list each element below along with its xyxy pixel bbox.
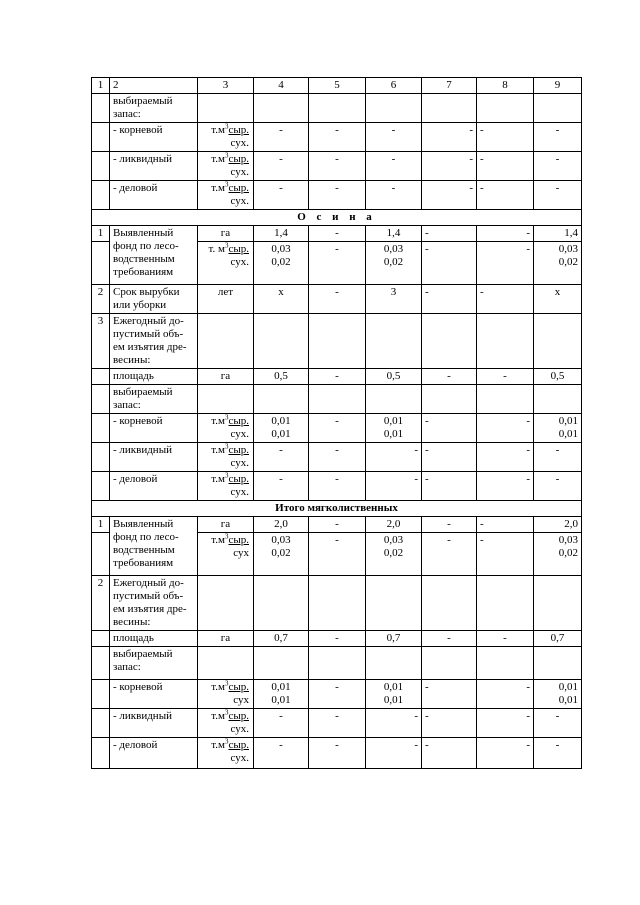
table-cell: 1,4 (366, 226, 422, 242)
table-cell (477, 647, 534, 680)
table-cell: - (422, 443, 477, 472)
table-cell: 1 (92, 226, 110, 242)
table-row (92, 285, 582, 314)
table-cell (92, 680, 110, 709)
table-cell: 2,0 (534, 517, 582, 533)
table-cell: 1,4 (534, 226, 582, 242)
table-cell: - (422, 123, 477, 152)
table-cell: 0,01 0,01 (366, 414, 422, 443)
table-cell: 0,7 (366, 631, 422, 647)
table-cell: - (477, 123, 534, 152)
table-cell: 0,01 0,01 (534, 680, 582, 709)
table-cell: - (534, 443, 582, 472)
row-label: - деловой (110, 181, 198, 210)
table-cell (254, 576, 309, 631)
table-cell: - (309, 443, 366, 472)
header-cell: 7 (422, 78, 477, 94)
table-cell: 0,03 0,02 (254, 242, 309, 285)
table-cell: - (254, 181, 309, 210)
table-cell (309, 385, 366, 414)
unit-cell: $т.м^3сыр$. сух. (198, 414, 254, 443)
table-cell: 0,03 0,02 (366, 242, 422, 285)
table-cell (422, 94, 477, 123)
table-cell: 0,5 (534, 369, 582, 385)
table-cell: - (534, 181, 582, 210)
unit-cell: $т.м^3сыр$. сух. (198, 738, 254, 769)
header-cell: 3 (198, 78, 254, 94)
unit-cell: $т.м^3сыр$. сух. (198, 181, 254, 210)
row-label: выбираемый запас: (110, 385, 198, 414)
table-cell (254, 647, 309, 680)
table-cell: 2 (92, 576, 110, 631)
row-label: Ежегодный до-пустимый объ-ем изъятия дре-весины: (110, 314, 198, 369)
table-cell: - (422, 369, 477, 385)
table-cell: - (477, 226, 534, 242)
table-cell: - (309, 738, 366, 769)
table-cell: - (254, 152, 309, 181)
table-cell: - (309, 680, 366, 709)
table-cell (198, 647, 254, 680)
table-cell: 0,01 0,01 (254, 414, 309, 443)
table-cell: - (477, 680, 534, 709)
table-cell: - (309, 152, 366, 181)
table-cell: - (422, 226, 477, 242)
table-row (92, 181, 582, 210)
table-cell: 0,01 0,01 (254, 680, 309, 709)
table-row (92, 152, 582, 181)
table-cell (198, 385, 254, 414)
table-cell: - (309, 123, 366, 152)
header-cell: 5 (309, 78, 366, 94)
table-cell: - (477, 533, 534, 576)
table-cell (366, 314, 422, 369)
table-cell: - (534, 738, 582, 769)
table-cell (92, 414, 110, 443)
table-cell (254, 385, 309, 414)
table-cell: - (309, 181, 366, 210)
table-cell (422, 385, 477, 414)
table-cell: - (309, 533, 366, 576)
table-cell: 0,7 (534, 631, 582, 647)
table-cell: - (422, 285, 477, 314)
section-row (92, 210, 582, 226)
table-cell (309, 314, 366, 369)
table-cell (534, 647, 582, 680)
table-cell (534, 314, 582, 369)
table-row (92, 738, 582, 769)
row-label: - корневой (110, 414, 198, 443)
table-cell (92, 631, 110, 647)
table-cell: - (477, 517, 534, 533)
table-cell (92, 738, 110, 769)
table-cell: - (422, 738, 477, 769)
table-cell (366, 647, 422, 680)
unit-cell: $т.м^3сыр$. сух. (198, 152, 254, 181)
table-row (92, 369, 582, 385)
table-cell: - (254, 709, 309, 738)
table-cell (366, 576, 422, 631)
table-cell: 1 (92, 517, 110, 533)
table-cell (198, 94, 254, 123)
table-row (92, 385, 582, 414)
table-cell: - (422, 680, 477, 709)
table-cell: - (534, 123, 582, 152)
table-cell: - (534, 709, 582, 738)
table-cell: 0,03 0,02 (534, 533, 582, 576)
table-cell (254, 94, 309, 123)
table-row (92, 314, 582, 369)
table-cell: - (309, 369, 366, 385)
row-label: - ликвидный (110, 152, 198, 181)
table-cell (477, 94, 534, 123)
row-label: Выявленный фонд по лесо-водственным требованиям (110, 517, 198, 576)
table-cell: х (254, 285, 309, 314)
table-cell: 0,01 0,01 (534, 414, 582, 443)
forest-table (91, 77, 582, 769)
table-cell: - (254, 443, 309, 472)
table-row (92, 443, 582, 472)
table-cell: лет (198, 285, 254, 314)
table-cell (309, 576, 366, 631)
table-cell: - (309, 226, 366, 242)
table-cell (422, 576, 477, 631)
table-cell: - (366, 152, 422, 181)
table-cell: - (477, 369, 534, 385)
table-cell: - (477, 152, 534, 181)
table-cell: - (422, 517, 477, 533)
table-cell: - (422, 152, 477, 181)
table-cell: 0,03 0,02 (366, 533, 422, 576)
table-cell (92, 709, 110, 738)
table-cell: - (422, 181, 477, 210)
table-cell: - (422, 242, 477, 285)
table-cell (92, 647, 110, 680)
table-cell: 2,0 (366, 517, 422, 533)
section-title-itogo: Итого мягколиственных (92, 501, 582, 517)
header-cell: 4 (254, 78, 309, 94)
table-cell (92, 123, 110, 152)
table-cell (92, 152, 110, 181)
row-label: выбираемый запас: (110, 647, 198, 680)
table-cell (92, 472, 110, 501)
table-cell: - (254, 123, 309, 152)
table-cell (254, 314, 309, 369)
table-cell: х (534, 285, 582, 314)
table-cell: - (534, 472, 582, 501)
table-header-row (92, 78, 582, 94)
table-cell: - (309, 242, 366, 285)
unit-cell: $т.м^3сыр$. сух. (198, 472, 254, 501)
table-cell: - (477, 285, 534, 314)
table-cell (92, 94, 110, 123)
table-cell (92, 533, 110, 576)
table-cell (422, 647, 477, 680)
table-cell: - (366, 181, 422, 210)
table-cell (534, 94, 582, 123)
table-cell (92, 385, 110, 414)
table-cell: га (198, 517, 254, 533)
table-cell: - (422, 472, 477, 501)
table-cell: - (477, 738, 534, 769)
table-cell: - (534, 152, 582, 181)
table-cell: - (477, 472, 534, 501)
table-row (92, 709, 582, 738)
table-cell: 0,7 (254, 631, 309, 647)
unit-cell: $т.м^3сыр$. сух (198, 680, 254, 709)
row-label: - корневой (110, 680, 198, 709)
table-cell (92, 369, 110, 385)
table-cell: - (366, 472, 422, 501)
row-label: - ликвидный (110, 709, 198, 738)
header-cell: 8 (477, 78, 534, 94)
table-cell: 1,4 (254, 226, 309, 242)
table-cell (477, 576, 534, 631)
table-cell (309, 647, 366, 680)
row-label: - ликвидный (110, 443, 198, 472)
table-cell (366, 385, 422, 414)
table-cell: 2,0 (254, 517, 309, 533)
table-cell: - (477, 242, 534, 285)
table-cell: - (309, 631, 366, 647)
row-label: - корневой (110, 123, 198, 152)
table-cell: - (366, 738, 422, 769)
table-cell: - (477, 709, 534, 738)
row-label: Ежегодный до-пустимый объ-ем изъятия дре-весины: (110, 576, 198, 631)
table-cell (534, 385, 582, 414)
unit-cell: т. $м^3сыр$. сух. (198, 242, 254, 285)
table-cell: - (422, 414, 477, 443)
table-cell (92, 181, 110, 210)
section-title-osina: О с и н а (92, 210, 582, 226)
table-row (92, 94, 582, 123)
header-cell: 9 (534, 78, 582, 94)
table-row (92, 680, 582, 709)
header-cell: 6 (366, 78, 422, 94)
table-cell: - (254, 472, 309, 501)
table-cell: - (366, 443, 422, 472)
table-cell: 0,03 0,02 (534, 242, 582, 285)
section-row (92, 501, 582, 517)
table-cell: - (366, 123, 422, 152)
table-row (92, 123, 582, 152)
table-cell: - (254, 738, 309, 769)
table-cell (309, 94, 366, 123)
table-cell: 3 (366, 285, 422, 314)
table-row (92, 647, 582, 680)
table-cell: - (309, 414, 366, 443)
table-cell: - (477, 414, 534, 443)
table-cell: га (198, 226, 254, 242)
unit-cell: $т.м^3сыр$. сух. (198, 123, 254, 152)
table-cell: - (309, 709, 366, 738)
table-cell: 0,5 (366, 369, 422, 385)
row-label: площадь (110, 631, 198, 647)
row-label: выбираемый запас: (110, 94, 198, 123)
table-row (92, 631, 582, 647)
table-cell: - (422, 709, 477, 738)
table-cell: - (422, 631, 477, 647)
table-row (92, 414, 582, 443)
table-cell (92, 242, 110, 285)
table-row (92, 576, 582, 631)
unit-cell: $т.м^3сыр$. сух (198, 533, 254, 576)
table-cell: 0,01 0,01 (366, 680, 422, 709)
header-cell: 1 (92, 78, 110, 94)
table-cell: 0,03 0,02 (254, 533, 309, 576)
table-cell: - (422, 533, 477, 576)
table-cell (198, 576, 254, 631)
table-cell: - (309, 517, 366, 533)
row-label: Выявленный фонд по лесо-водственным требованиям (110, 226, 198, 285)
table-cell: - (309, 285, 366, 314)
header-cell: 2 (110, 78, 198, 94)
table-cell: - (477, 631, 534, 647)
row-label: - деловой (110, 472, 198, 501)
row-label: Срок вырубки или уборки (110, 285, 198, 314)
table-cell: га (198, 369, 254, 385)
table-cell: - (477, 181, 534, 210)
table-cell (198, 314, 254, 369)
unit-cell: $т.м^3сыр$. сух. (198, 709, 254, 738)
table-cell (477, 385, 534, 414)
table-row (92, 517, 582, 533)
table-cell: 2 (92, 285, 110, 314)
table-cell (366, 94, 422, 123)
table-cell: - (309, 472, 366, 501)
table-cell (92, 443, 110, 472)
table-row (92, 472, 582, 501)
table-cell (422, 314, 477, 369)
table-cell: - (477, 443, 534, 472)
table-cell: 0,5 (254, 369, 309, 385)
table-cell (477, 314, 534, 369)
unit-cell: $т.м^3сыр$. сух. (198, 443, 254, 472)
row-label: - деловой (110, 738, 198, 769)
table-cell: - (366, 709, 422, 738)
row-label: площадь (110, 369, 198, 385)
table-cell: 3 (92, 314, 110, 369)
table-row (92, 226, 582, 242)
table-cell (534, 576, 582, 631)
table-cell: га (198, 631, 254, 647)
